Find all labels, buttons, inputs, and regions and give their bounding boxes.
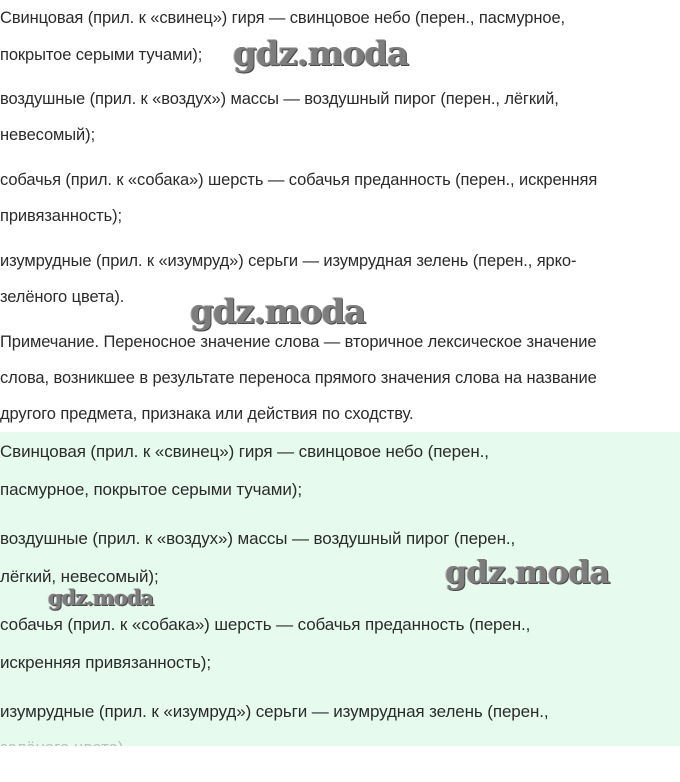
text-line: зелёного цвета). xyxy=(0,288,125,306)
answer-line: воздушные (прил. к «воздух») массы — воздушный пирог (перен., xyxy=(0,529,516,548)
note-line: Примечание. Переносное значение слова — вторичное лексическое значение xyxy=(0,333,597,351)
text-line: покрытое серыми тучами); xyxy=(0,46,203,64)
answer-line: искренняя привязанность); xyxy=(0,653,211,672)
text-line: собачья (прил. к «собака») шерсть — собачья преданность (перен., искренняя xyxy=(0,171,598,189)
text-line: изумрудные (прил. к «изумруд») серьги — изумрудная зелень (перен., ярко- xyxy=(0,252,577,270)
answer-line: изумрудные (прил. к «изумруд») серьги — изумрудная зелень (перен., xyxy=(0,702,549,721)
watermark: gdz.moda xyxy=(445,553,610,591)
answer-line: пасмурное, покрытое серыми тучами); xyxy=(0,480,302,499)
watermark: gdz.moda xyxy=(48,585,154,610)
watermark: gdz.moda xyxy=(190,292,366,332)
answer-block xyxy=(0,432,680,746)
answer-line: собачья (прил. к «собака») шерсть — собачья преданность (перен., xyxy=(0,615,531,634)
note-line: слова, возникшее в результате переноса прямого значения слова на название xyxy=(0,369,597,387)
note-line: другого предмета, признака или действия по сходству. xyxy=(0,405,414,423)
page-cut xyxy=(0,746,680,782)
text-line: Свинцовая (прил. к «свинец») гиря — свинцовое небо (перен., пасмурное, xyxy=(0,9,566,27)
text-line: невесомый); xyxy=(0,126,96,144)
answer-line: Свинцовая (прил. к «свинец») гиря — свинцовое небо (перен., xyxy=(0,442,489,461)
text-line: воздушные (прил. к «воздух») массы — воздушный пирог (перен., лёгкий, xyxy=(0,90,559,108)
text-line: привязанность); xyxy=(0,207,122,225)
answer-line: лёгкий, невесомый); xyxy=(0,567,159,586)
watermark: gdz.moda xyxy=(233,34,409,74)
